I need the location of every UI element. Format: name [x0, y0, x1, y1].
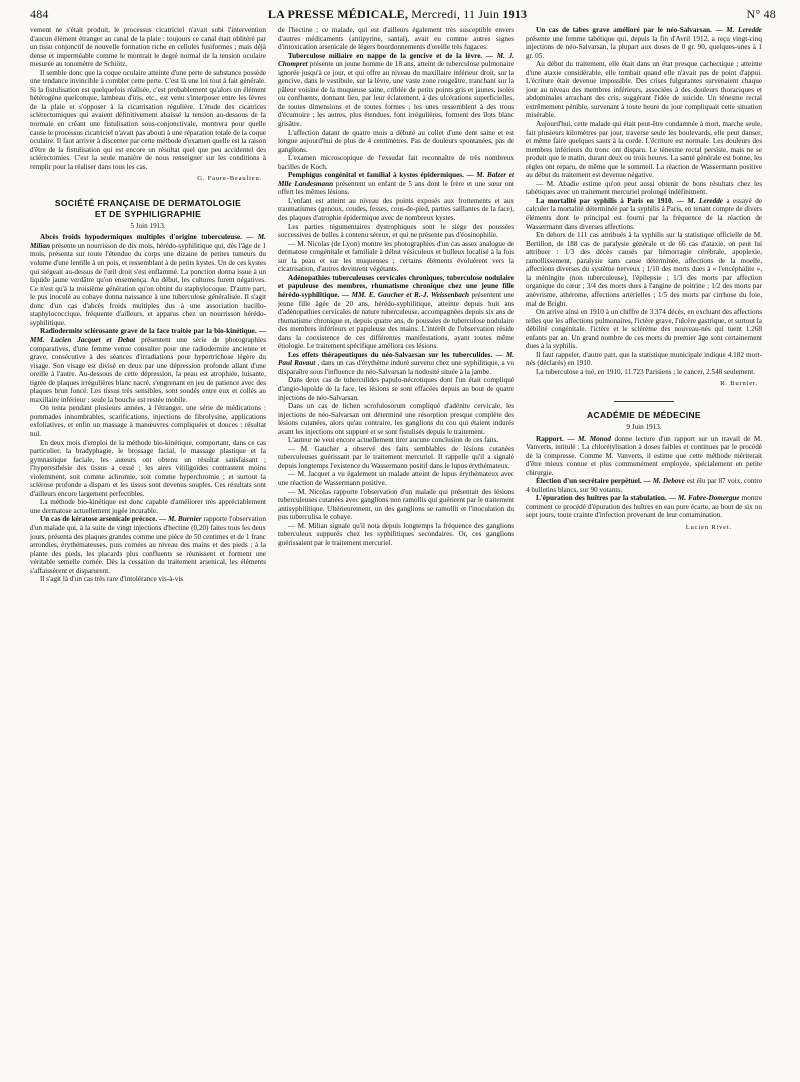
paragraph: de l'hectine ; ce malade, qui est d'ailleurs également très susceptible envers d'autres médicaments (antipyrine, santal), avait eu comme autres signes d'intoxication arsenicale de légers bourdonnements d'oreille très fugaces. — [278, 26, 514, 52]
article-text: présente un jeune homme de 18 ans, atteint de tuberculose pulmonaire ignorée jusqu'à ce jour, et qui offre au niveau du maxillaire inférieur droit, sur la gencive, dans le vestibule, sur la lèvre, une vaste zone rougeâtre, tranchant sur la pâleur voisine de la muqueuse saine, criblée de petits points gris et jaunes, isolés ou confluents, donnant lieu, par leur éclatement, à des ulcérations superficielles, de toutes dimensions et de toutes formes ; les unes ressemblent à des trous d'écumoire ; les autres, plus étendues, font irrégulières, forment des îlots blanc grisâtre. — [278, 60, 514, 129]
article — [526, 494, 762, 520]
section-heading-line: ET DE SYPHILIGRAPHIE — [94, 208, 202, 219]
paragraph: — M. Abadie estime qu'on peut aussi obtenir de bons résultats chez les tabétiques avec un traitement mercuriel prolongé indéfiniment. — [526, 179, 762, 197]
article-author: — M. Balzer et Mlle Landesmann — [278, 171, 514, 188]
paragraph: Dans deux cas de tuberculides papulo-nécrotiques dont l'un était compliqué d'angio-lupoïde de la face, les lésions se sont effacées depuis au bout de quatre injections de néo-Salvarsan. — [278, 376, 514, 402]
column-3 — [526, 26, 762, 584]
paragraph: Dans un cas de lichen scrofulosorum compliqué d'adénite cervicale, les injections de néo-Salvarsan ont déterminé une résorption presque complète des lésions cutanées, alors qu'au contraire, les ganglions du cou qui étaient indurés avant les injections ont suppuré et se sont fistulisés depuis le traitement. — [278, 402, 514, 436]
article-text: est élu par 87 voix, contre 4 bulletins blancs, sur 90 votants. — [526, 477, 762, 494]
article-text: montre comment ce procédé d'épuration des huîtres en eau pure écarte, au bout de six ou sept jours, toute crainte d'infection provenant de leur contamination. — [526, 494, 762, 520]
paragraph: L'affection datant de quatre mois a débuté au collet d'une dent saine et est longue aujourd'hui de plus de 4 centimètres. Pas de douleurs spontanées, pas de ganglions. — [278, 128, 514, 154]
article-author: — MM. Lucien Jacquet et Debat — [30, 327, 266, 344]
paragraph: On arrive ainsi en 1910 à un chiffre de 3.374 décès, en excluant des affections telles que les affections pulmonaires, l'ictère grave, l'ulcère gastrique, et surtout la débilité congénitale. l'ictère et le sclérème des nouveau-nés qui tuent 1.268 enfants par an. Un grand nombre de ces morts du premier âge sont certainement dues à la syphilis. — [526, 308, 762, 351]
article-title: Élection d'un secrétaire perpétuel. — [536, 477, 642, 486]
article — [278, 351, 514, 377]
article — [526, 197, 762, 231]
article-text: a essayé de calculer la mortalité déterminée par la syphilis à Paris, en tenant compte de divers éléments dont le principal est fourni par la fréquence de la réaction de Wassermann dans diverses affections. — [526, 196, 762, 231]
paragraph: Il faut rappeler, d'autre part, que la statistique municipale indique 4.182 mort-nés (déclarés) en 1910. — [526, 350, 762, 368]
text-columns — [30, 26, 776, 584]
article-text: présentent un enfant de 5 ans dont le frère et une sœur ont offert les mêmes lésions. — [278, 179, 514, 197]
article-title: L'épuration des huîtres par la stabulation. — [536, 494, 667, 503]
paragraph: La tuberculose a tué, en 1910, 11.723 Parisiens ; le cancer, 2.548 seulement. — [536, 367, 755, 376]
author-signature: Lucien Rivet. — [685, 523, 732, 531]
article-author: — M. Monod — [567, 434, 611, 443]
paragraph: Les parties tégumentaires dystrophiques sont le siège des poussées successives de bulles à contenu séreux, et qui ne présente pas d'éosinophilie. — [278, 222, 514, 240]
article — [526, 26, 762, 60]
article-author: — M. Burnier — [158, 515, 202, 524]
issue-date: Mercredi, 11 Juin — [411, 7, 500, 21]
paragraph: vement ne s'était produit, le processus cicatriciel n'avait subi l'intervention d'aucun élément étranger au canal de la plaie : toujours ce canal était oblitéré par un tissu conjonctif de nouvelle formation riche en cellules fusiformes ; mais déjà dense et imperméable comme le montrait le degré normal de la tension oculaire mesurée au tonomètre de Schiötz. — [30, 26, 266, 69]
article — [30, 327, 266, 404]
issue-year: 1913 — [502, 7, 528, 21]
column-1 — [30, 26, 266, 584]
article-author: — MM. E. Gaucher et R.-J. Weissenbach — [341, 290, 470, 299]
author-signature: G. Faure-Beaulieu. — [197, 175, 262, 183]
article-text: , dans un cas d'érythème induré survenu chez une syphilitique, a vu disparaître sous l'influence du néo-Salvarsan la nodosité située à la jambe. — [278, 359, 514, 376]
article-author: — M. Leredde — [715, 26, 762, 34]
paragraph: Il semble donc que la coque oculaire atteinte d'une perte de substance possède une tendance invincible à combler cette perte. C'est là une loi tout à fait générale. Si la fistulisation est quelquefois réalisée, c'est probablement qu'alors un élément hétérogène quelconque, lambeau d'iris, etc., est venu s'interposer entre les lèvres de la plaie et s'opposer à la cicatrisation régulière. L'étude des cicatrices sclérectomiques qui avaient définitivement abaissé la tension au-dessous de la normale en créant une fistulisation sous-conjonctivale, montrera pour quelle cause le processus cicatriciel n'avait pas abouti à une réparation totale de la coque oculaire. Il faut arriver à discerner par cette méthode d'examen quelle est la raison d'être de la fistulisation qui est encore un résultat quel que peu accidentel des sclérectomies. C'est la seule manière de nous renseigner sur les conditions à remplir pour la réaliser dans tous les cas. — [30, 68, 266, 171]
paragraph: La méthode bio-kinétique est donc capable d'améliorer très appréciablement une dermatose actuellement jugée incurable. — [30, 498, 266, 515]
paragraph: — M. Milian signale qu'il nota depuis longtemps la fréquence des ganglions tuberculeux suppurés chez les syphilitiques secondaires. Or, ces ganglions guérissaient par le traitement mercuriel. — [278, 521, 514, 547]
paragraph: — M. Nicolas rapporte l'observation d'un malade qui présentait des lésions tuberculeuses cutanées avec ganglions non ramollis qui guérirent par le traitement antisyphilitique. Ultérieurement, un des ganglions se ramollit et l'inoculation du pus tuberculisa le cobaye. — [278, 487, 514, 522]
paragraph: En deux mois d'emploi de la méthode bio-kinétique, comportant, dans ce cas particulier, la bradyphagie, le brossage facial, le massage plastique et la gymnastique faciale, les auteurs ont obtenu un résultat satisfaisant ; l'hyperesthésie des tissus a cessé ; les aires vitiligoïdes contrastent moins violemment, soit comme achromie, soit comme hyperchromie ; et surtout la sclérose profonde a disparu et les tissus sont devenus souples. Ces résultats sont d'ailleurs encore largement perfectibles. — [30, 438, 266, 498]
paragraph: L'enfant est atteint au niveau des points exposés aux frottements et aux traumatismes (genoux, coudes, fesses, cous-de-pied, parties saillantes de la face), des plaques d'atrophie épidermique avec de nombreux kystes. — [278, 196, 514, 223]
article-text: présente une femme tabétique qui, depuis la fin d'Avril 1912, a reçu vingt-cinq injections de néo-Salvarsan, la plupart aux doses de 0 gr. 90, quelques-unes à 1 gr. 05. — [526, 34, 762, 60]
article-author: — M. Debove — [643, 477, 685, 486]
article-title: Un cas de tabes grave amélioré par le néo-Salvarsan. — [536, 26, 712, 34]
paragraph: — M. Nicolas (de Lyon) montre les photographies d'un cas assez analogue de dermatose congénitale et familiale à début vésiculeux et bulleux localisé à la fois sur la peau et sur les muqueuses ; certains éléments évoluèrent vers la cicatrisation, d'autres devinrent végétants. — [278, 239, 514, 274]
article-text: présentent une série de photographies comparatives, d'une femme venue consulter pour une radiodermite ancienne et grave, consécutive à des séances d'irradiations pour hypertrichose légère du visage. Son visage est divisé en deux par une dépression profonde allant d'une oreille à l'autre. Au-dessous de cette dépression, la peau est atrophiée, luisante, tigrée de plaques irrégulières blanc nacré, s'engrenant en jeu de patience avec des plaques brun foncé. Les tissus très sensibles, sont soudés entre eux et collés au maxillaire inférieur : seule la bouche est restée mobile. — [30, 335, 266, 404]
article-title: Les effets thérapeutiques du néo-Salvarsan sur les tuberculides. — [288, 350, 493, 359]
article — [30, 233, 266, 327]
article-author: — M. Paul Ravaut — [278, 350, 514, 368]
paragraph: L'examen microscopique de l'exsudat fait reconnaître de très nombreux bacilles de Koch. — [278, 154, 514, 171]
section-heading: ACADÉMIE DE MÉDECINE — [587, 409, 701, 420]
paragraph: Aujourd'hui, cette malade qui était peut-être condamnée à mort, marche seule, fait plusieurs kilomètres par jour, traverse seule les boulevards, elle peut danser, et même faire quelques sauts à la corde. L'écriture est normale. Les douleurs des membres inférieurs du tronc ont disparu. Le ténesme rectal persiste, mais ne se produit que le matin, durant deux ou trois heures. La santé générale est bonne, les règles ont reparu, de même que le sommeil. La réaction de Wassermann positive au début du traitement est devenue négative. — [526, 120, 762, 180]
journal-header — [268, 8, 527, 20]
paragraph: On tenta pendant plusieurs années, à l'étranger, une série de médications : pommades innombrables, scarifications, injections de fibrolysine, applications exfoliatives, et enfin un massage à manœuvres compliquées et douces : résultat nul. — [30, 404, 266, 438]
article-title: Un cas de kératose arsenicale précoce. — [40, 515, 158, 524]
article-text: rapporte l'observation d'un malade qui, à la suite de vingt injections d'hectine (0,20) faites tous les deux jours, présenta des plaques grandes comme une pièce de 50 centimes et de 1 franc arrondies, érythémateuses, puis cornées au niveau des mains et des pieds ; à la plante des pieds, les placards plus confluents se réunissent et forment une véritable semelle cornée. Dès la cessation du traitement arsenical, les éléments s'affaissèrent et disparurent. — [30, 515, 266, 575]
article-title: Tuberculose miliaire en nappe de la gencive et de la lèvre. — [288, 51, 483, 60]
paragraph: Au début du traitement, elle était dans un état presque cachectique ; atteinte d'une ataxie considérable, elle tombait quand elle n'avait pas de point d'appui. L'écriture était devenue impossible. Des crises fulgurantes survenaient chaque jour au niveau des membres inférieurs, associées à des douleurs thoraciques et abdominales arrachant des cris, suggérant l'idée de suicide. Un ténesme rectal extrêmement pénible, survenant à toute heure du jour compliquait cette situation misérable. — [526, 60, 762, 120]
article-title: La mortalité par syphilis à Paris en 1910. — [536, 196, 674, 205]
paragraph: En dehors de 111 cas attribués à la syphilis sur la statistique officielle de M. Bertillon, de 188 cas de paralysie générale et de 66 cas d'ataxie, on peut lui attribuer : 1/3 des décès causés par hémorragie cérébrale, apoplexie, ramollissement, paralysie sans cause déterminée, affections de la moelle, affections diverses du système nerveux ; 1/10 des morts dues à « l'encéphalite », la méningite (non tuberculeuse), l'épilepsie ; 1/3 des morts par affection organique du cœur ; 3/4 des morts dues à l'angine de poitrine ; 1/2 des morts par anévrisme, athérome, affections artérielles ; 1/5 des morts par cirrhose du foie, mal de Bright. — [526, 231, 762, 308]
journal-title: LA PRESSE MÉDICALE, — [267, 7, 409, 21]
page-number: 484 — [30, 7, 49, 21]
session-date: 5 Juin 1913. — [130, 221, 166, 230]
author-signature: R. Burnier. — [720, 380, 758, 388]
paragraph: — M. Jacquet a vu également un malade atteint de lupus érythémateux avec une réaction de Wassermann positive. — [278, 470, 514, 487]
article-title: Radiodermite sclérosante grave de la face traitée par la bio-kinétique. — [40, 327, 257, 336]
article — [30, 515, 266, 575]
article-text: donne lecture d'un rapport sur un travail de M. Vanverts, intitulé : La chlorétylisation à doses faibles et continues par le procédé de la compresse. Comme M. Vanverts, il estime que cette méthode mériterait d'être mieux connue et plus communément employée, spécialement en petite chirurgie. — [526, 434, 762, 477]
article-author: — M. Leredde — [676, 196, 723, 205]
column-2 — [278, 26, 514, 584]
issue-number: N° 48 — [746, 7, 776, 21]
article — [526, 477, 762, 494]
article — [278, 52, 514, 129]
paragraph: — M. Gaucher a observé des faits semblables de lésions cutanées tuberculeuses guérissant par le traitement mercuriel. Il rappelle qu'il a signalé depuis longtemps l'existence du Wassermann positif dans le lupus érythémateux. — [278, 444, 514, 470]
session-date: 9 Juin 1913. — [626, 422, 662, 431]
article-author: — M. Fabre-Domergue — [668, 494, 740, 503]
paragraph: L'auteur ne veut encore actuellement tirer aucune conclusion de ces faits. — [288, 436, 499, 445]
article — [278, 171, 514, 197]
article — [526, 435, 762, 478]
section-divider — [614, 401, 674, 402]
section-heading — [30, 198, 266, 220]
paragraph: Il s'agit là d'un cas très rare d'intolérance vis-à-vis — [40, 575, 184, 584]
article-title: Rapport. — [536, 434, 564, 443]
article — [278, 274, 514, 351]
article-author: — M. Milian — [30, 233, 266, 250]
article-text: présentent une jeune fille âgée de 20 ans, hérédo-syphilitique, atteinte depuis huit ans d'adénopathies cervicales de nature tuberculeuse, accompagnées depuis six ans de rhumatisme chronique et, depuis quatre ans, de poussées de tuberculose nodulaire des membres inférieurs et papuleuse des mains. L'intérêt de l'observation réside dans la coexistence de ces différentes manifestations, ayant toutes même étiologie. Le traitement spécifique améliora ces lésions. — [278, 290, 514, 351]
article-title: Adénopathies tuberculeuses cervicales chroniques, tuberculose nodulaire et papuleuse des membres, rhumatisme chronique chez une jeune fille hérédo-syphilitique. — [278, 273, 514, 299]
page-header — [30, 0, 776, 22]
section-heading-line: SOCIÉTÉ FRANÇAISE DE DERMATOLOGIE — [54, 197, 242, 208]
article-title: Pemphigus congénital et familial à kystes épidermiques. — [288, 171, 464, 180]
article-title: Abcès froids hypodermiques multiples d'origine tuberculeuse. — [40, 233, 242, 242]
article-text: présente un nourrisson de dix mois, hérédo-syphilitique qui, dès l'âge de 1 mois, présenta sur toute l'étendue du corps une dizaine de petites tumeurs du volume d'une lentille à un pois, et ressemblant à de petits kystes. Un de ces kystes qui siégeait au-dessus de l'œil droit s'est enflammé. La ponction donna issue à un liquide jaune verdâtre qu'on ensemença. Au début, les cultures furent négatives. Ce n'est qu'à la troisième génération qu'on obtint du staphylocoque. D'autre part, le pus inoculé au cobaye donna naissance à une tuberculose généralisée. Il s'agit donc d'un cas d'abcès froids multiples dus à une association bacillo-staphylococcique, fréquente d'ailleurs, et apparus chez un nourrisson hérédo-syphilitique. — [30, 241, 266, 327]
article-author: — M. J. Chompret — [278, 51, 514, 69]
